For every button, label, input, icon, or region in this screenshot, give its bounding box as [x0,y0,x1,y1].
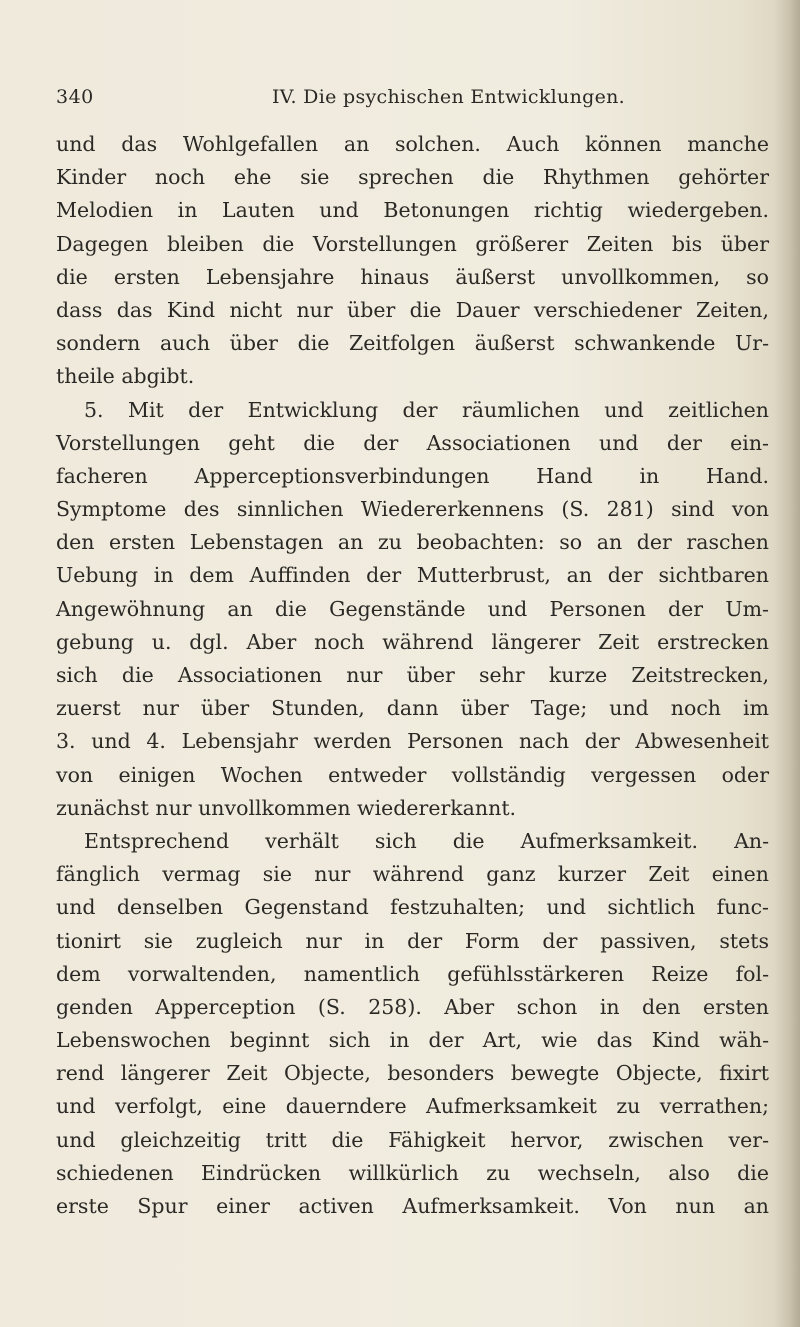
text-line: den ersten Lebenstagen an zu beobachten: so an der raschen [56,530,769,555]
text-line: Entsprechend verhält sich die Aufmerksamkeit. An- [84,828,769,853]
text-line: 3. und 4. Lebensjahr werden Personen nach der Abwesenheit [56,729,769,754]
page-number: 340 [56,86,94,108]
text-line: Uebung in dem Auffinden der Mutterbrust, an der sichtbaren [56,563,769,588]
text-line: Symptome des sinnlichen Wiedererkennens (S. 281) sind von [56,497,769,522]
text-line: genden Apperception (S. 258). Aber schon in den ersten [56,994,769,1019]
text-line: Lebenswochen beginnt sich in der Art, wie das Kind wäh- [56,1028,769,1053]
text-line: und denselben Gegenstand festzuhalten; und sichtlich func- [56,895,769,920]
text-line: facheren Apperceptionsverbindungen Hand in Hand. [56,463,769,488]
text-line: sich die Associationen nur über sehr kurze Zeitstrecken, [56,663,769,687]
text-line: von einigen Wochen entweder vollständig vergessen oder [56,762,769,787]
text-line: und das Wohlgefallen an solchen. Auch können manche [56,132,769,156]
text-line: tionirt sie zugleich nur in der Form der passiven, stets [56,928,769,953]
text-line: dass das Kind nicht nur über die Dauer verschiedener Zeiten, [56,297,769,322]
text-line: Vorstellungen geht die der Associationen und der ein- [56,430,769,455]
text-line: zunächst nur unvollkommen wiedererkannt. [56,795,517,820]
text-line: 5. Mit der Entwicklung der räumlichen und zeitlichen [84,397,769,422]
text-line: fänglich vermag sie nur während ganz kurzer Zeit einen [56,862,769,887]
text-line: erste Spur einer activen Aufmerksamkeit. Von nun an [56,1194,769,1218]
text-line: Melodien in Lauten und Betonungen richtig wiedergeben. [56,198,769,223]
text-line: Dagegen bleiben die Vorstellungen größerer Zeiten bis über [56,231,769,256]
text-line: zuerst nur über Stunden, dann über Tage; und noch im [56,696,769,721]
page-header [56,86,776,116]
text-line: Angewöhnung an die Gegenstände und Personen der Um- [56,596,769,621]
text-line: dem vorwaltenden, namentlich gefühlsstärkeren Reize fol- [56,961,769,986]
text-line: theile abgibt. [56,364,195,389]
text-line: sondern auch über die Zeitfolgen äußerst schwankende Ur- [56,331,769,356]
text-line: schiedenen Eindrücken willkürlich zu wechseln, also die [56,1160,769,1185]
text-line: und verfolgt, eine dauerndere Aufmerksamkeit zu verrathen; [56,1094,769,1119]
text-line: die ersten Lebensjahre hinaus äußerst unvollkommen, so [56,264,769,289]
text-line: und gleichzeitig tritt die Fähigkeit hervor, zwischen ver- [56,1127,769,1152]
body-text [56,128,769,1223]
text-line: gebung u. dgl. Aber noch während längerer Zeit erstrecken [56,629,769,654]
running-title: IV. Die psychischen Entwicklungen. [272,86,625,108]
text-line: Kinder noch ehe sie sprechen die Rhythmen gehörter [56,165,769,190]
page-edge-shadow [774,0,800,1327]
text-line: rend längerer Zeit Objecte, besonders bewegte Objecte, fixirt [56,1061,769,1086]
